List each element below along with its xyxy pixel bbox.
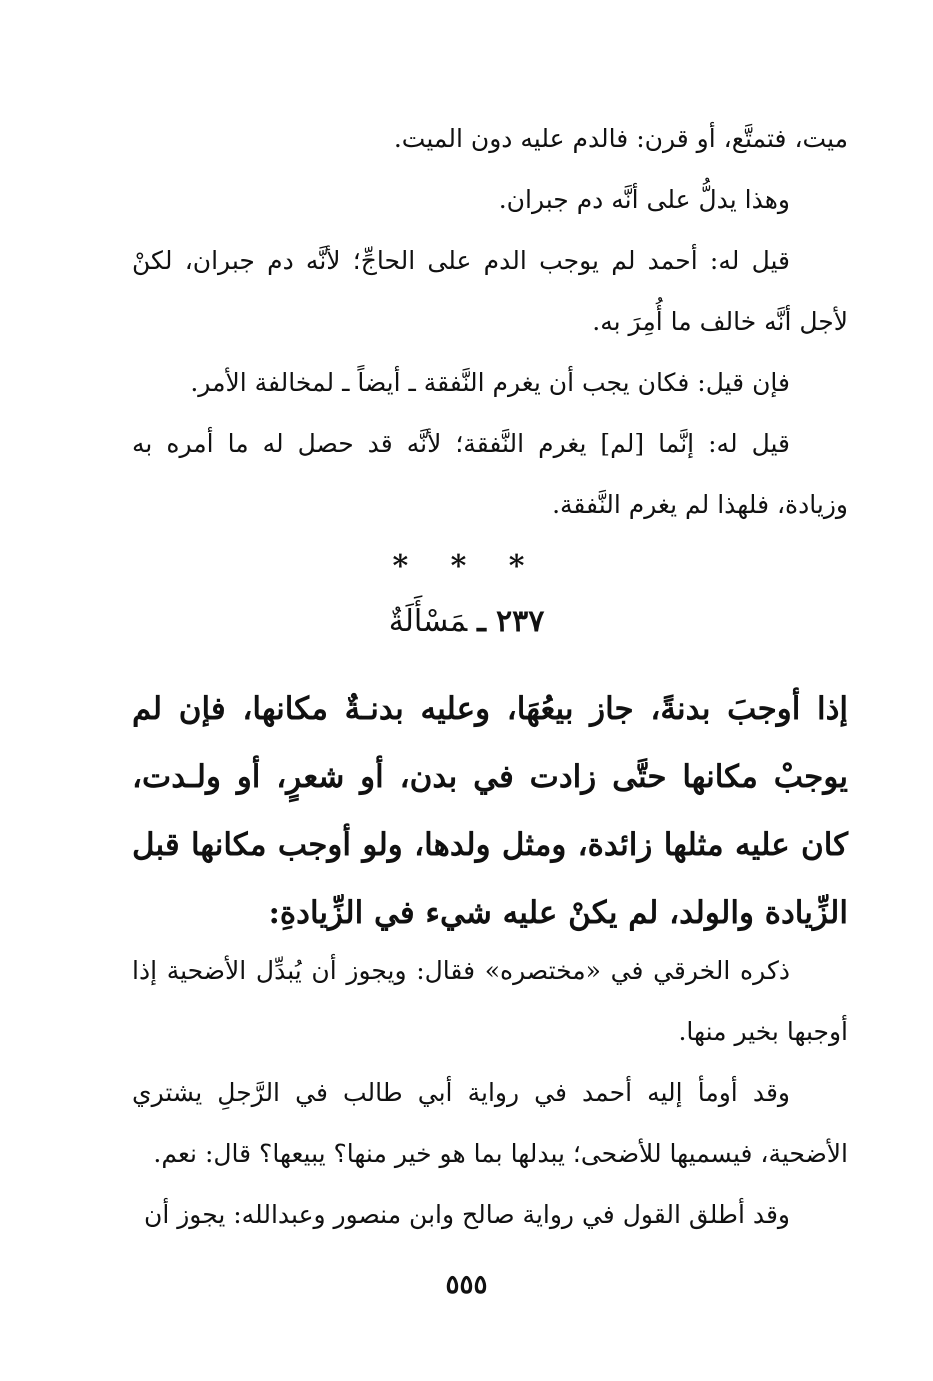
section-separator: * * * (392, 549, 541, 584)
issue-word-calligraphy: مَسْأَلَةٌ (388, 604, 468, 639)
issue-statement-block (132, 675, 848, 947)
issue-number: ٢٣٧ (495, 604, 545, 639)
paragraph-objection: فإن قيل: فكان يجب أن يغرم النَّفقة ـ أيضاً ـ لمخالفة الأمر. (190, 368, 790, 397)
paragraph-conclusion: وهذا يدلُّ على أنَّه دم جبران. (498, 185, 790, 214)
issue-statement: إذا أوجبَ بدنةً، جاز بيعُهَا، وعليه بدنـةٌ مكانها، فإن لم يوجبْ مكانها حتَّى زادت في بدن، أو شعرٍ، أو ولـدت، كان عليه مثلها زائدة، ومثل ولدها، ولو أوجب مكانها قبل الزِّيادة والولد، لم يكنْ عليه شيء في الزِّيادةِ: (132, 691, 848, 931)
paragraph-reply-2: قيل له: إنَّما [لم] يغرم النَّفقة؛ لأنَّه قد حصل له ما أمره به وزيادة، فلهذا لم يغرم النَّفقة. (132, 429, 848, 519)
paragraph-salih: وقد أطلق القول في رواية صالح وابن منصور وعبدالله: يجوز أن (143, 1200, 790, 1229)
issue-heading (0, 604, 933, 639)
page-number: ٥٥٥ (445, 1270, 488, 1300)
paragraph-kharaqi: ذكره الخرقي في «مختصره» فقال: ويجوز أن يُبدِّل الأضحية إذا أوجبها بخير منها. (132, 956, 848, 1046)
paragraph-abu-talib: وقد أومأ إليه أحمد في رواية أبي طالب في الرَّجلِ يشتري الأضحية، فيسميها للأضحى؛ يبدلها بما هو خير منها؟ يبيعها؟ قال: نعم. (132, 1078, 848, 1168)
issue-dash: ـ (477, 604, 486, 639)
paragraph-reply-1: قيل له: أحمد لم يوجب الدم على الحاجِّ؛ لأنَّه دم جبران، لكنْ لأجل أنَّه خالف ما أُمِرَ به. (132, 246, 848, 336)
paragraph-continuation: ميت، فتمتَّع، أو قرن: فالدم عليه دون الميت. (393, 124, 848, 153)
top-text-block (132, 108, 848, 535)
bottom-text-block (132, 940, 848, 1245)
